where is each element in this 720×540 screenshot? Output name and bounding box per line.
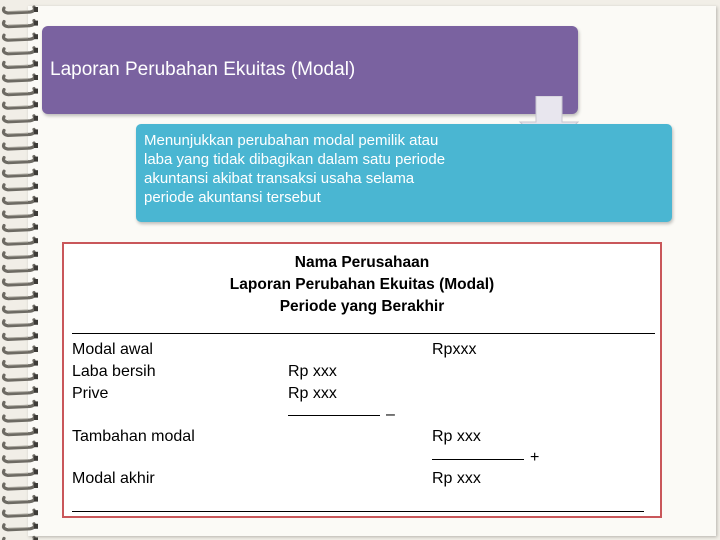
definition-line: akuntansi akibat transaksi usaha selama [144, 170, 415, 187]
spiral-ring [4, 293, 39, 299]
footer-rule [72, 511, 644, 512]
slide-title: Laporan Perubahan Ekuitas (Modal) [50, 59, 356, 80]
spiral-ring [4, 157, 39, 163]
definition-line: Menunjukkan perubahan modal pemilik atau [144, 132, 439, 149]
spiral-ring [4, 524, 39, 530]
statement-title: Laporan Perubahan Ekuitas (Modal) [229, 276, 495, 293]
spiral-ring [4, 401, 39, 407]
spiral-ring [4, 361, 39, 367]
spiral-ring [4, 429, 39, 435]
spiral-ring [4, 225, 39, 231]
spiral-ring [4, 21, 39, 27]
spiral-ring [4, 75, 39, 81]
row-label-modal-akhir: Modal akhir [72, 470, 155, 487]
spiral-ring [4, 170, 39, 176]
spiral-ring [4, 483, 39, 489]
row-label-laba-bersih: Laba bersih [72, 363, 156, 380]
spiral-ring [4, 48, 39, 54]
header-rule [72, 333, 655, 334]
spiral-ring [4, 252, 39, 258]
spiral-ring [4, 333, 39, 339]
subtotal-line-1 [288, 415, 380, 416]
spiral-ring [4, 510, 39, 516]
spiral-ring [4, 497, 39, 503]
spiral-ring [4, 415, 39, 421]
spiral-ring [4, 102, 39, 108]
spiral-ring [4, 265, 39, 271]
subtotal-line-2 [432, 459, 524, 460]
spiral-binding [0, 0, 42, 540]
row-label-prive: Prive [72, 385, 109, 402]
row-label-modal-awal: Modal awal [72, 341, 153, 358]
spiral-ring [4, 374, 39, 380]
spiral-ring [4, 238, 39, 244]
row-value-laba-bersih: Rp xxx [288, 363, 337, 380]
spiral-ring [4, 143, 39, 149]
plus-sign: + [530, 449, 540, 466]
row-value-modal-akhir: Rp xxx [432, 470, 481, 487]
spiral-ring [4, 347, 39, 353]
spiral-ring [4, 306, 39, 312]
definition-line: laba yang tidak dibagikan dalam satu periode [144, 151, 446, 168]
title-banner [42, 26, 578, 114]
definition-line: periode akuntansi tersebut [144, 189, 321, 206]
definition-box [136, 124, 672, 222]
spiral-ring [4, 7, 39, 13]
spiral-ring [4, 116, 39, 122]
spiral-ring [4, 442, 39, 448]
row-value-modal-awal: Rpxxx [432, 341, 477, 358]
spiral-ring [4, 279, 39, 285]
equity-statement-template [62, 242, 662, 518]
spiral-ring [4, 184, 39, 190]
row-value-prive: Rp xxx [288, 385, 337, 402]
definition-text [144, 131, 524, 207]
row-label-tambahan-modal: Tambahan modal [72, 428, 195, 445]
spiral-ring [4, 129, 39, 135]
company-name: Nama Perusahaan [294, 254, 430, 271]
spiral-ring [4, 34, 39, 40]
statement-period: Periode yang Berakhir [279, 298, 445, 315]
spiral-ring [4, 197, 39, 203]
spiral-ring [4, 61, 39, 67]
row-value-tambahan-modal: Rp xxx [432, 428, 481, 445]
spiral-ring [4, 89, 39, 95]
spiral-ring [4, 469, 39, 475]
minus-sign: – [386, 406, 395, 423]
spiral-ring [4, 211, 39, 217]
spiral-ring [4, 456, 39, 462]
spiral-ring [4, 388, 39, 394]
spiral-ring [4, 320, 39, 326]
